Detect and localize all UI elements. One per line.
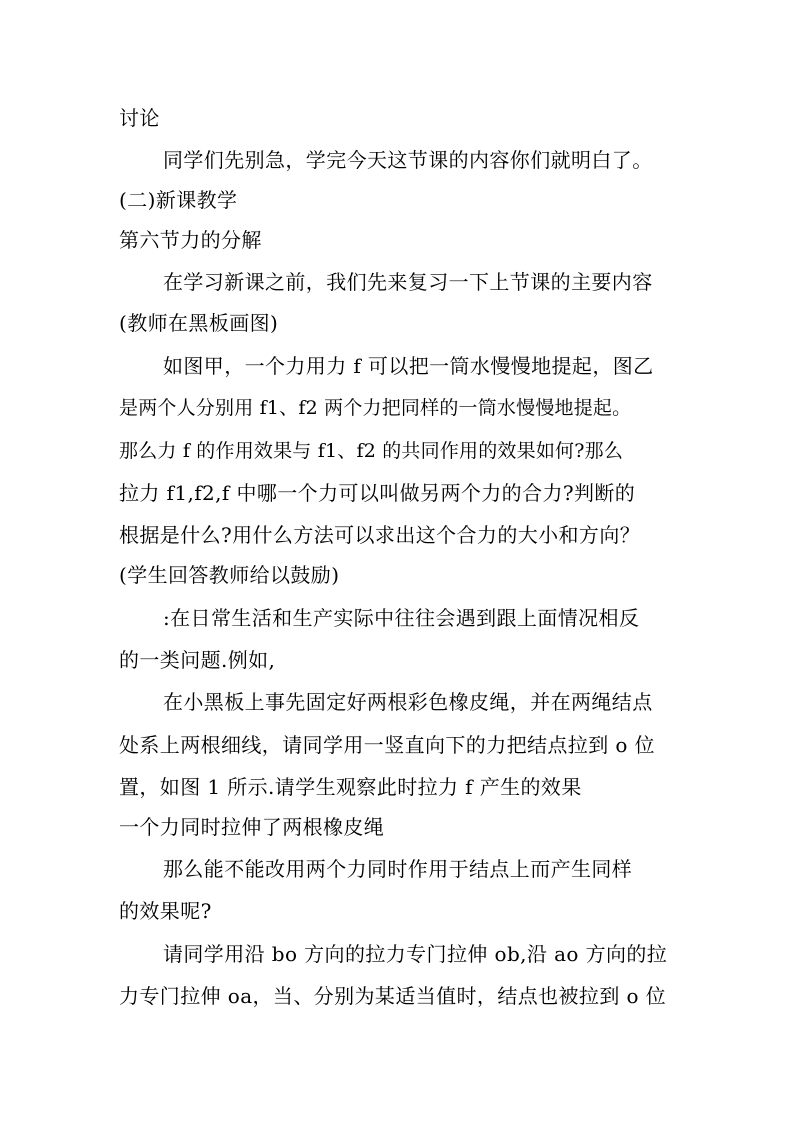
text-line-10: 拉力 f1,f2,f 中哪一个力可以叫做另两个力的合力?判断的 [119, 481, 636, 505]
text-line-5: 在学习新课之前，我们先来复习一下上节课的主要内容 [163, 270, 653, 294]
section-heading: (二)新课教学 [119, 188, 238, 212]
text-line-7: 如图甲，一个力用力 f 可以把一筒水慢慢地提起，图乙 [163, 354, 654, 378]
text-line-11: 根据是什么?用什么方法可以求出这个合力的大小和方向？ [119, 523, 641, 547]
text-line-18: 一个力同时拉伸了两根橡皮绳 [119, 815, 385, 839]
text-line-17: 置，如图 1 所示.请学生观察此时拉力 f 产生的效果 [119, 775, 582, 799]
text-line-15: 在小黑板上事先固定好两根彩色橡皮绳，并在两绳结点 [163, 690, 653, 714]
text-line-12: (学生回答教师给以鼓励) [119, 563, 340, 587]
text-line-9: 那么力 f 的作用效果与 f1、f2 的共同作用的效果如何?那么 [119, 440, 624, 462]
lesson-title: 第六节力的分解 [119, 228, 262, 252]
text-line-14: 的一类问题.例如, [119, 648, 276, 672]
text-line-21: 请同学用沿 bo 方向的拉力专门拉伸 ob,沿 ao 方向的拉 [163, 942, 668, 966]
text-line-13: :在日常生活和生产实际中往往会遇到跟上面情况相反 [163, 606, 640, 630]
text-line-6: (教师在黑板画图) [119, 311, 279, 335]
text-line-19: 那么能不能改用两个力同时作用于结点上而产生同样 [163, 857, 633, 881]
text-line-1: 讨论 [119, 106, 160, 130]
text-line-22: 力专门拉伸 oa，当、分别为某适当值时，结点也被拉到 o 位 [119, 984, 667, 1008]
text-line-16: 处系上两根细线，请同学用一竖直向下的力把结点拉到 o 位 [119, 733, 655, 757]
text-line-20: 的效果呢? [119, 899, 212, 923]
text-line-8: 是两个人分别用 f1、f2 两个力把同样的一筒水慢慢地提起。 [119, 397, 632, 419]
text-line-2: 同学们先别急，学完今天这节课的内容你们就明白了。 [163, 148, 653, 172]
